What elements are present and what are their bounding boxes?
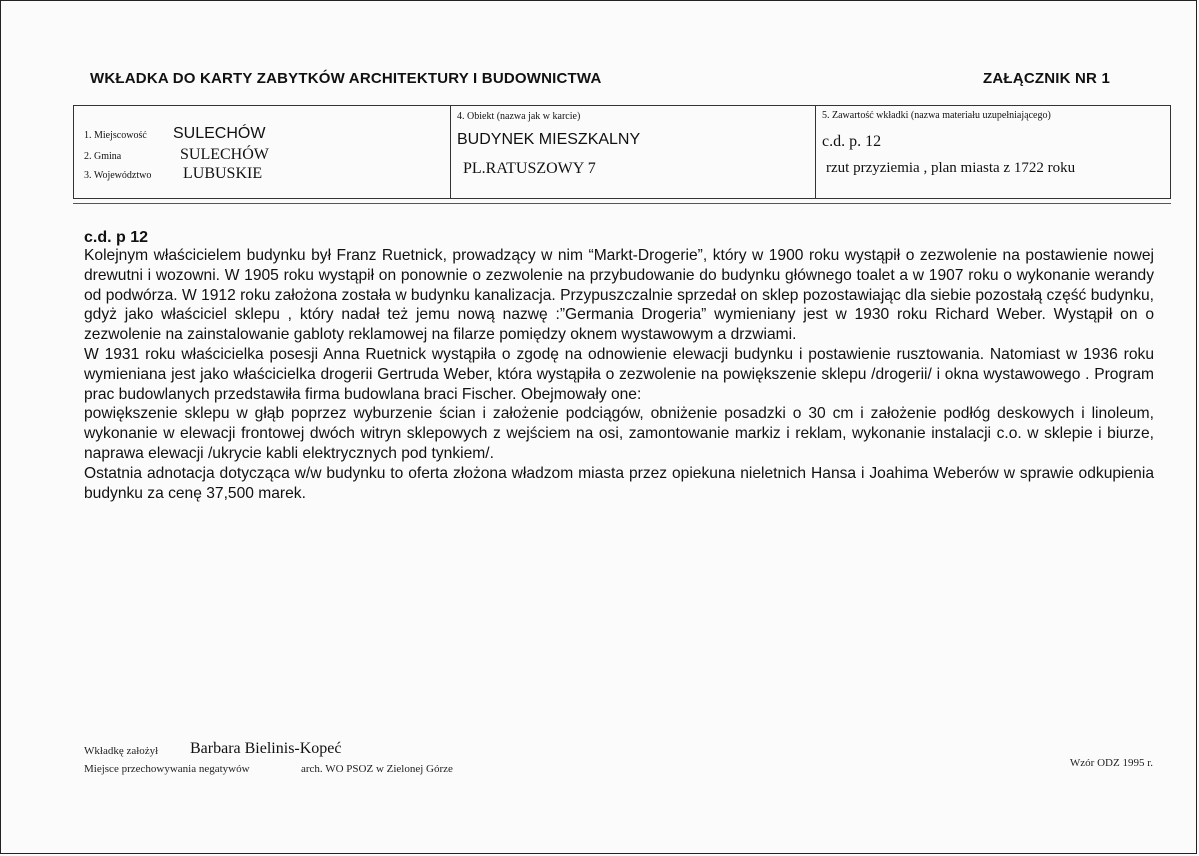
wojewodztwo-label: 3. Województwo xyxy=(84,170,152,181)
document-title: WKŁADKA DO KARTY ZABYTKÓW ARCHITEKTURY I BUDOWNICTWA xyxy=(90,70,602,87)
miejscowosc-label: 1. Miejscowość xyxy=(84,130,147,141)
paragraph: Ostatnia adnotacja dotycząca w/w budynku to oferta złożona władzom miasta przez opiekuna nieletnich Hansa i Joahima Weberów w sprawie odkupienia budynku za cenę 37,500 marek. xyxy=(84,464,1154,502)
contents-line2: rzut przyziemia , plan miasta z 1722 roku xyxy=(826,160,1076,176)
paragraph: powiększenie sklepu w głąb poprzez wyburzenie ścian i założenie podciągów, obniżenie posadzki o 30 cm i założenie podłóg deskowych i linoleum, wykonanie w elewacji frontowej dwóch witryn sklepowych z wejściem na osi, zamontowanie markiz i reklam, wykonanie instalacji c.o. w sklepie i biurze, naprawa elewacji /ukrycie kabli elektrycznych pod tynkiem/. xyxy=(84,405,1154,462)
body-text xyxy=(84,246,1154,503)
object-name: BUDYNEK MIESZKALNY xyxy=(457,131,641,148)
object-label: 4. Obiekt (nazwa jak w karcie) xyxy=(457,111,581,122)
author-signature: Barbara Bielinis-Kopeć xyxy=(190,740,342,757)
contents-line1: c.d. p. 12 xyxy=(822,133,882,150)
section-heading: c.d. p 12 xyxy=(84,229,149,246)
annex-label: ZAŁĄCZNIK NR 1 xyxy=(983,70,1110,87)
paragraph: Kolejnym właścicielem budynku był Franz Ruetnick, prowadzący w nim “Markt-Drogerie”, który w 1900 roku wystąpił o zezwolenie na postawienie nowej drewutni i wozowni. W 1905 roku wystąpił on ponownie o zezwolenie na przybudowanie do budynku głównego toalet a w 1907 roku o wykonanie werandy od podwórza. W 1912 roku założona została w budynku kanalizacja. Przypuszczalnie sprzedał on sklep pozostawiając dla siebie pozostałą część budynku, gdyż jako właściciel sklepu , który nadał też jemu nową nazwę :”Germania Drogeria” wymieniany jest w 1930 roku Richard Weber. Wystąpił on o zezwolenie na zainstalowanie gabloty reklamowej na filarze pomiędzy oknem wystawowym a drzwiami. xyxy=(84,247,1154,344)
contents-label: 5. Zawartość wkładki (nazwa materiału uzupełniającego) xyxy=(822,110,1051,121)
paragraph: W 1931 roku właścicielka posesji Anna Ruetnick wystąpiła o zgodę na odnowienie elewacji budynku i postawienie rusztowania. Natomiast w 1936 roku wymieniana jest jako właścicielka drogerii Gertruda Weber, która wystąpiła o zezwolenie na powiększenie sklepu /drogerii/ i okna wystawowego . Program prac budowlanych przedstawiła firma budowlana braci Fischer. Obejmowały one: xyxy=(84,345,1154,403)
divider xyxy=(73,203,1171,204)
storage-label: Miejsce przechowywania negatywów xyxy=(84,763,250,775)
object-address: PL.RATUSZOWY 7 xyxy=(463,160,596,177)
miejscowosc-value: SULECHÓW xyxy=(173,125,266,142)
object-column xyxy=(450,106,815,198)
created-label: Wkładkę założył xyxy=(84,745,159,757)
contents-column xyxy=(815,106,1170,198)
wojewodztwo-value: LUBUSKIE xyxy=(183,165,263,182)
info-box xyxy=(73,105,1171,199)
gmina-label: 2. Gmina xyxy=(84,151,122,162)
template-label: Wzór ODZ 1995 r. xyxy=(1069,757,1153,769)
gmina-value: SULECHÓW xyxy=(180,146,269,163)
storage-value: arch. WO PSOZ w Zielonej Górze xyxy=(301,763,453,775)
